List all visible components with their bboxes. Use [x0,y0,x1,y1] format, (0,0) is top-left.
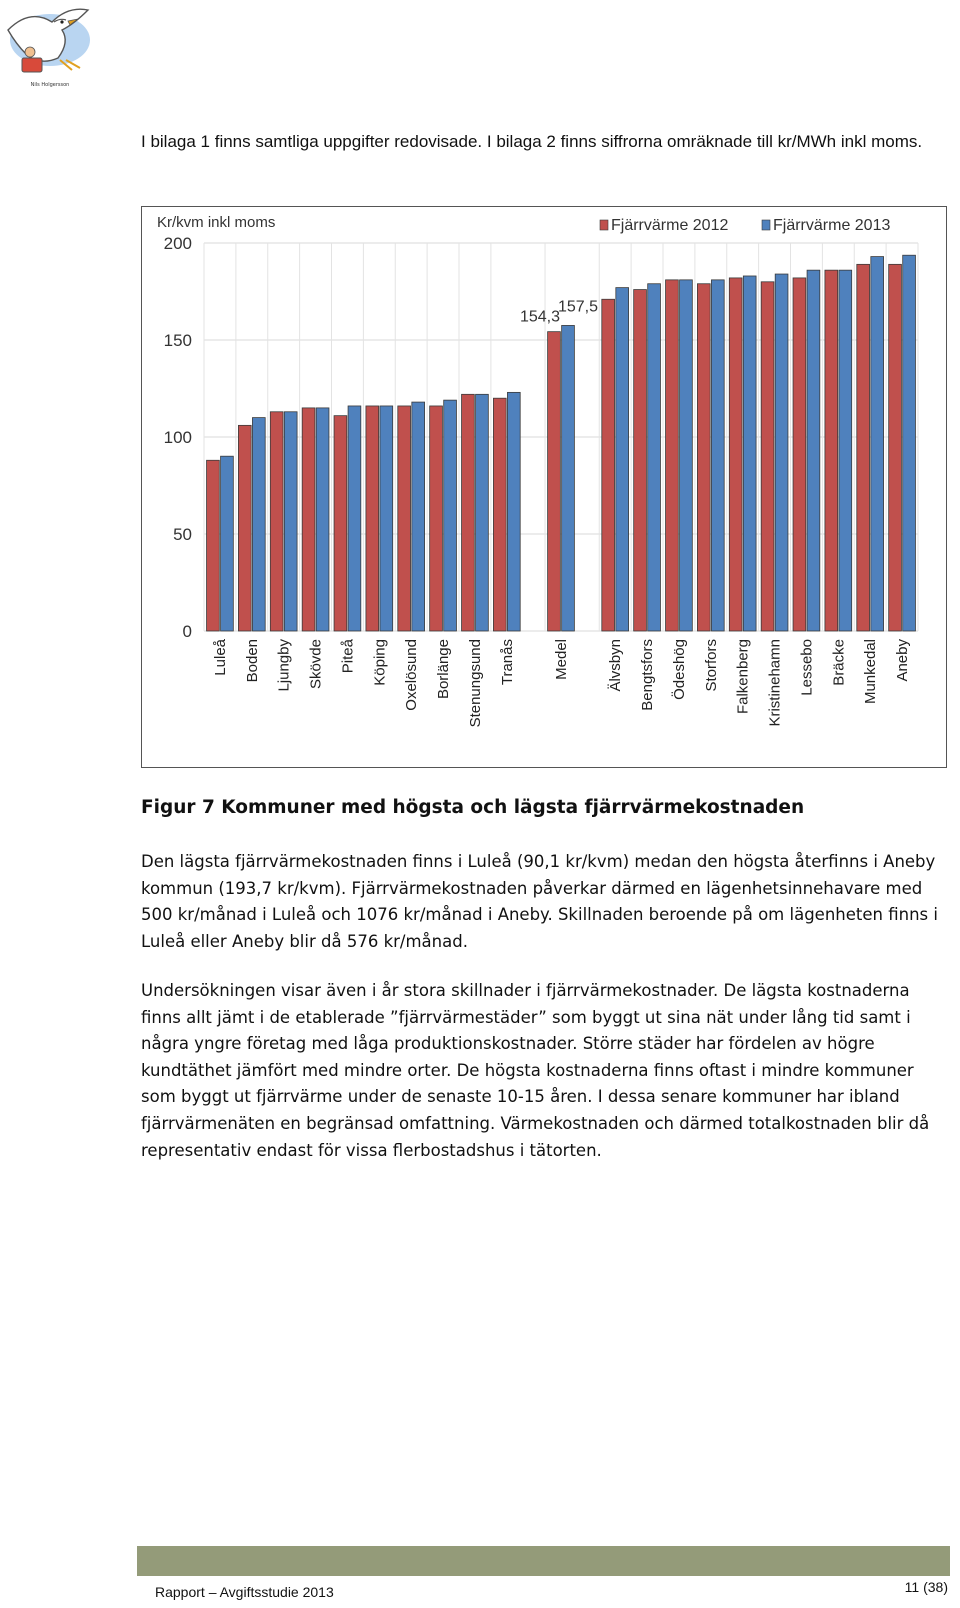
x-tick-label: Bengtsfors [639,639,657,711]
x-tick-label: Bräcke [830,639,848,686]
bar-2013 [316,408,329,631]
bar-2012 [493,398,506,631]
figure-caption: Figur 7 Kommuner med högsta och lägsta fjärrvärmekostnaden [141,797,805,818]
page-number: 11 (38) [904,1579,948,1595]
x-tick-label: Älvsbyn [607,639,625,692]
bar-chart [141,206,947,768]
bar-2012 [857,264,870,631]
x-tick-label: Stenungsund [466,639,484,728]
bar-chart-svg [142,207,948,769]
bar-2013 [680,280,693,631]
bar-2013 [807,270,820,631]
x-tick-label: Luleå [211,639,229,676]
bar-2012 [207,460,220,631]
bar-2013 [775,274,788,631]
bar-2012 [430,406,443,631]
bar-2013 [711,280,724,631]
footer-report-title: Rapport – Avgiftsstudie 2013 [155,1584,334,1600]
x-tick-label: Tranås [498,639,516,686]
bar-2012 [270,412,283,631]
x-tick-label: Oxelösund [403,639,421,711]
bar-2012 [302,408,315,631]
bar-2013 [444,400,457,631]
body-paragraph-1: Den lägsta fjärrvärmekostnaden finns i Luleå (90,1 kr/kvm) medan den högsta återfinns i Aneby kommun (193,7 kr/kvm). Fjärrvärmekostnaden påverkar därmed en lägenhetsinnehavare med 500 kr/månad i Luleå och 1076 kr/månad i Aneby. Skillnaden beroende på om lägenheten finns i Luleå eller Aneby blir då 576 kr/månad. [141,852,938,951]
legend-swatch [762,220,770,230]
bar-2012 [825,270,838,631]
bar-2013 [252,418,265,631]
bar-2012 [334,416,347,631]
intro-paragraph: I bilaga 1 finns samtliga uppgifter redovisade. I bilaga 2 finns siffrorna omräknade till kr/MWh inkl moms. [141,132,923,151]
x-tick-label: Borlänge [435,639,453,700]
x-tick-label: Ljungby [275,639,293,692]
bar-2012 [761,282,774,631]
x-tick-label: Storfors [702,639,720,692]
y-tick-label: 200 [163,234,192,253]
x-tick-label: Munkedal [862,639,880,705]
x-tick-label: Ödeshög [670,639,688,700]
bar-2013 [348,406,361,631]
bar-2013 [616,288,629,631]
svg-text:Nils Holgersson: Nils Holgersson [30,82,70,88]
bar-2012 [366,406,379,631]
bar-2013 [648,284,661,631]
bar-2012 [634,290,647,631]
bar-2012 [697,284,710,631]
bar-2013 [903,255,916,631]
bar-2013 [562,325,575,631]
bar-2012 [793,278,806,631]
logo-goose-icon [0,0,100,92]
bar-2013 [221,456,234,631]
y-tick-label: 150 [163,331,192,350]
x-tick-label: Aneby [894,639,912,682]
bar-2012 [666,280,679,631]
x-tick-label: Piteå [339,639,357,674]
x-tick-label: Medel [553,639,570,680]
bar-2013 [839,270,852,631]
y-tick-label: 0 [182,622,192,641]
x-tick-label: Kristinehamn [766,639,784,727]
bar-2013 [284,412,297,631]
bar-2012 [462,394,475,631]
bar-2012 [889,264,902,631]
y-axis-label: Kr/kvm inkl moms [157,214,276,231]
bar-2012 [238,425,251,631]
bar-2013 [380,406,393,631]
bar-2013 [743,276,756,631]
bar-2012 [602,299,615,631]
bar-2012 [729,278,742,631]
bar-2012 [548,332,561,631]
y-tick-label: 100 [163,428,192,447]
x-tick-label: Skövde [307,639,325,690]
legend-label: Fjärrvärme 2013 [773,217,891,234]
bar-2013 [871,257,884,631]
data-label: 154,3 [519,308,561,326]
bar-2012 [398,406,411,631]
bar-2013 [412,402,425,631]
bar-2013 [476,394,489,631]
bar-2013 [507,392,520,631]
legend-label: Fjärrvärme 2012 [611,217,729,234]
data-label: 157,5 [557,298,599,316]
x-tick-label: Lessebo [798,639,816,696]
footer-bar [137,1546,950,1576]
x-tick-label: Boden [243,639,261,683]
body-paragraph-2: Undersökningen visar även i år stora skillnader i fjärrvärmekostnader. De lägsta kostnaderna finns allt jämt i de etablerade ”fjärrvärmestäder” som byggt ut sina nät under lång tid samt i några yngre företag med låga produktionskostnader. Större städer har fördelen av högre kundtäthet jämfört med mindre orter. De högsta kostnaderna finns oftast i mindre kommuner som byggt ut fjärrvärme under de senaste 10-15 åren. I dessa senare kommuner har ibland fjärrvärmenäten en begränsad omfattning. Värmekostnaden och därmed totalkostnaden blir då representativ endast för vissa flerbostadshus i tätorten. [141,981,930,1160]
y-tick-label: 50 [173,525,192,544]
legend-swatch [600,220,608,230]
x-tick-label: Köping [371,639,389,686]
x-tick-label: Falkenberg [734,639,752,715]
